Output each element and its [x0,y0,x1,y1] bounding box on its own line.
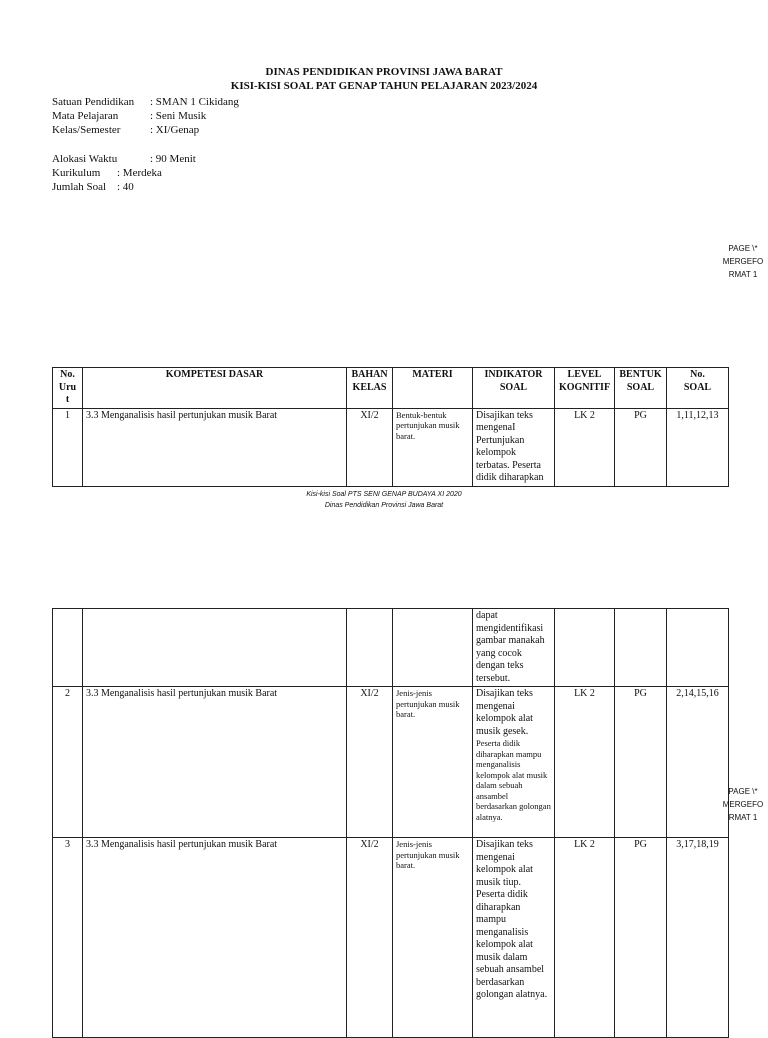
header-no [53,368,83,409]
cell-level [555,609,615,687]
page-field-line: MERGEFO [722,257,764,266]
cell-materi: Bentuk-bentuk pertunjukan musik barat. [393,408,473,486]
header-text: INDIKATOR [484,369,543,380]
page-field-line: RMAT 1 [728,813,758,822]
header-text: SOAL [626,381,655,393]
indikator-text: Disajikan teks mengenai kelompok alat musik gesek. [476,688,533,737]
page-footer [0,489,768,511]
header-text: SOAL [683,381,712,393]
cell-materi [393,609,473,687]
document-subtitle: KISI-KISI SOAL PAT GENAP TAHUN PELAJARAN 2023/2024 [230,80,538,92]
mapel-value: : Seni Musik [150,110,207,122]
cell-indikator: Disajikan teks mengenaI Pertunjukan kelompok terbatas. Peserta didik diharapkan [473,408,555,486]
cell-materi: Jenis-jenis pertunjukan musik barat. [393,838,473,1038]
header-text: KELAS [352,381,387,393]
header-level [555,368,615,409]
header-nosoal [667,368,729,409]
page-field-line: PAGE \* [728,787,758,796]
page-number-field [720,242,766,281]
table-row [53,687,729,838]
cell-indikator: dapat mengidentifikasi gambar manakah yang cocok dengan teks tersebut. [473,609,555,687]
kurikulum-value: : Merdeka [117,167,162,179]
table-row [53,838,729,1038]
jumlah-value: : 40 [117,181,134,193]
header-text: KOGNITIF [558,381,611,393]
cell-bentuk: PG [615,687,667,838]
kelas-label: Kelas/Semester [52,124,121,136]
document-title: DINAS PENDIDIKAN PROVINSI JAWA BARAT [265,66,503,78]
cell-bentuk: PG [615,838,667,1038]
header-text: t [65,394,70,405]
alokasi-label: Alokasi Waktu [52,153,118,165]
cell-level: LK 2 [555,408,615,486]
cell-nosoal [667,609,729,687]
header-indikator [473,368,555,409]
footer-line: Dinas Pendidikan Provinsi Jawa Barat [324,502,444,509]
mapel-label: Mata Pelajaran [52,110,119,122]
jumlah-label: Jumlah Soal [52,181,107,193]
cell-kd: 3.3 Menganalisis hasil pertunjukan musik Barat [83,838,347,1038]
cell-indikator [473,687,555,838]
cell-bentuk: PG [615,408,667,486]
cell-no: 3 [53,838,83,1038]
table-row [53,609,729,687]
header-text: No. [690,369,705,380]
cell-nosoal: 2,14,15,16 [667,687,729,838]
kelas-value: : XI/Genap [150,124,200,136]
cell-no: 1 [53,408,83,486]
cell-kelas: XI/2 [347,408,393,486]
cell-kd [83,609,347,687]
satuan-label: Satuan Pendidikan [52,96,135,108]
page-number-field [720,785,766,824]
indikator-text: Peserta didik diharapkan mampu menganalisis kelompok alat musik dalam sebuah ansambel berdasarkan golongan alatnya. [476,738,551,822]
page-field-line: RMAT 1 [728,270,758,279]
page-field-line: MERGEFO [722,800,764,809]
kisi-kisi-table-continued [52,608,729,1038]
cell-materi: Jenis-jenis pertunjukan musik barat. [393,687,473,838]
satuan-value: : SMAN 1 Cikidang [150,96,239,108]
alokasi-value: : 90 Menit [150,153,196,165]
cell-kelas: XI/2 [347,838,393,1038]
page-field-line: PAGE \* [728,244,758,253]
cell-kelas [347,609,393,687]
cell-no [53,609,83,687]
cell-indikator: Disajikan teks mengenai kelompok alat musik tiup. Peserta didik diharapkan mampu menganalisis kelompok alat musik dalam sebuah ansambel berdasarkan golongan alatnya. [473,838,555,1038]
table-header-row [53,368,729,409]
cell-kd: 3.3 Menganalisis hasil pertunjukan musik Barat [83,408,347,486]
header-kd: KOMPETESI DASAR [83,368,347,409]
cell-nosoal: 1,11,12,13 [667,408,729,486]
table-row [53,408,729,486]
header-materi: MATERI [393,368,473,409]
cell-bentuk [615,609,667,687]
cell-kelas: XI/2 [347,687,393,838]
cell-level: LK 2 [555,838,615,1038]
header-text: BENTUK [619,369,662,380]
header-bahan [347,368,393,409]
kisi-kisi-table [52,367,729,487]
footer-line: Kisi-kisi Soal PTS SENI GENAP BUDAYA XI 2020 [306,491,462,498]
cell-level: LK 2 [555,687,615,838]
header-text: LEVEL [567,369,602,380]
kurikulum-label: Kurikulum [52,167,101,179]
header-bentuk [615,368,667,409]
cell-no: 2 [53,687,83,838]
header-text: Uru [58,381,77,393]
header-text: BAHAN [351,369,388,380]
header-text: SOAL [499,381,528,393]
header-text: No. [60,369,75,380]
cell-kd: 3.3 Menganalisis hasil pertunjukan musik Barat [83,687,347,838]
cell-nosoal: 3,17,18,19 [667,838,729,1038]
